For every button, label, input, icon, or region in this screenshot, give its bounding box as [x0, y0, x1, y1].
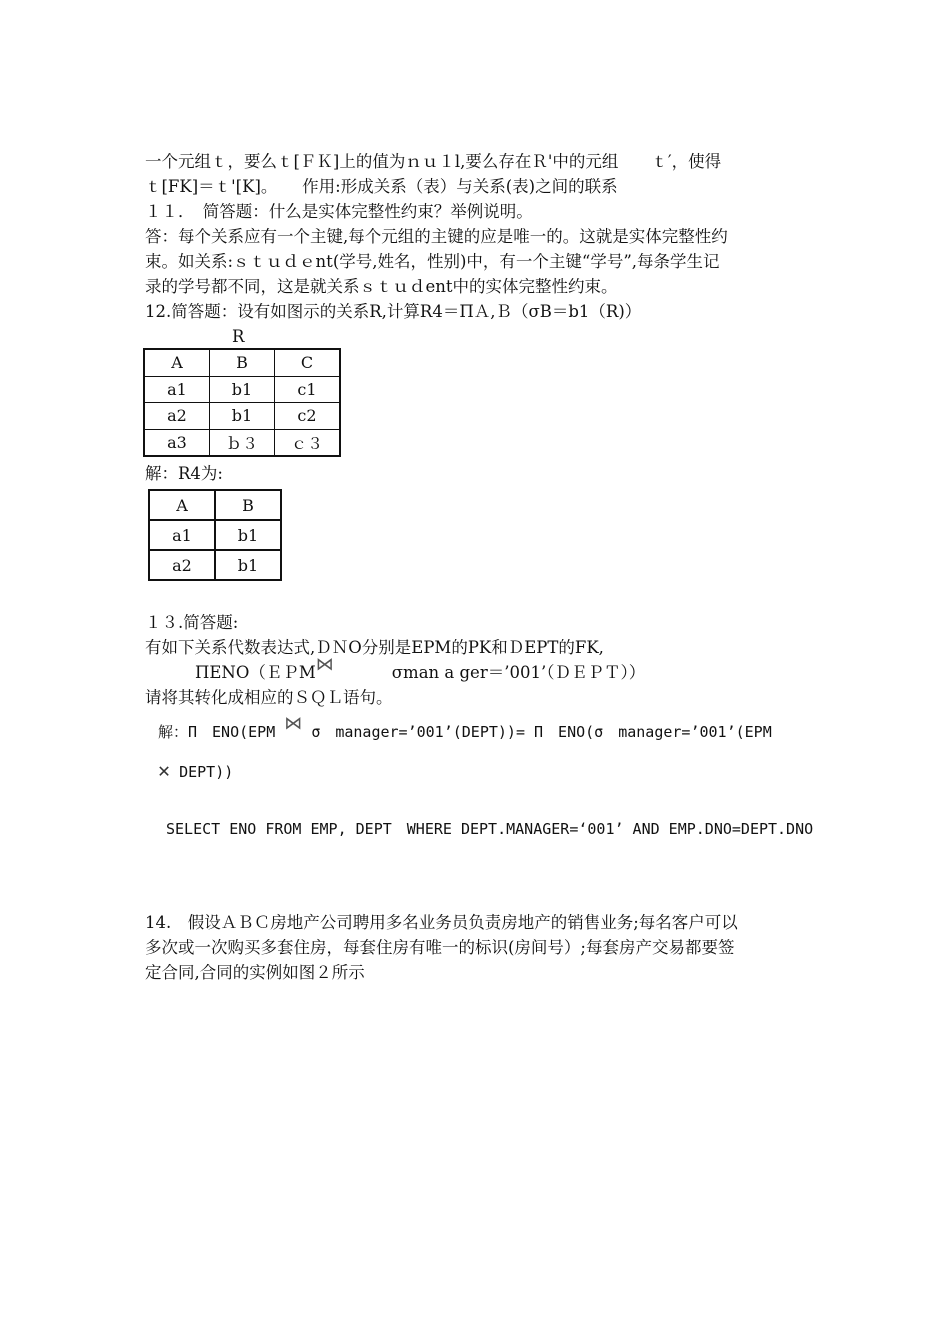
question-11: １１． 简答题：什么是实体完整性约束？举例说明。 [145, 202, 533, 221]
answer-line: 录的学号都不同，这是就关系ｓｔｕｄent中的实体完整性约束。 [145, 277, 618, 296]
table-header-cell: A [149, 490, 215, 520]
solution-text: 解：Π ENO(EPM [158, 723, 276, 741]
table-header-row [149, 490, 281, 520]
table-r-title: R [232, 327, 245, 346]
expression-line [195, 654, 646, 685]
table-cell: ｂ３ [210, 429, 275, 456]
table-cell: c1 [275, 376, 341, 403]
paragraph-line: 一个元组ｔ，要么ｔ[ＦＫ]上的值为ｎｕ１l,要么存在Ｒ'中的元组 ｔ′，使得 [145, 152, 722, 171]
table-row [149, 520, 281, 550]
natural-join-icon: ⋈ [284, 713, 303, 734]
relation-r-table [143, 348, 341, 457]
natural-join-icon: ⋈ [315, 654, 334, 675]
table-cell: a2 [149, 550, 215, 580]
solution-label: 解：R4为: [145, 464, 223, 483]
solution-line [158, 713, 772, 742]
table-cell: b1 [215, 550, 281, 580]
relation-r4-table [148, 489, 282, 581]
table-cell: ｃ３ [275, 429, 341, 456]
question-13: １３.简答题: [145, 613, 239, 632]
cross-product-icon: ✕ [158, 758, 171, 782]
table-row [144, 376, 340, 403]
table-cell: b1 [215, 520, 281, 550]
solution-line [158, 758, 233, 782]
table-header-row [144, 349, 340, 376]
paragraph-line: 请将其转化成相应的ＳＱＬ语句。 [145, 688, 393, 707]
table-header-cell: B [215, 490, 281, 520]
table-header-cell: B [210, 349, 275, 376]
question-14: 14. 假设ＡＢＣ房地产公司聘用多名业务员负责房地产的销售业务;每名客户可以 [145, 913, 738, 932]
expression-part: ΠENO（ＥＰM [195, 663, 316, 682]
table-row [149, 550, 281, 580]
table-cell: a1 [144, 376, 210, 403]
answer-line: 束。如关系:ｓｔｕｄｅnt(学号,姓名，性别)中，有一个主键“学号”,每条学生记 [145, 252, 720, 271]
table-cell: b1 [210, 376, 275, 403]
solution-text: σ manager=’001’(DEPT))= Π ENO(σ manager=’001’(EPM [311, 723, 772, 741]
expression-part: σman a ger＝’001’（ＤＥＰＴ）） [391, 663, 646, 682]
sql-statement: SELECT ENO FROM EMP, DEPT WHERE DEPT.MANAGER=‘001’ AND EMP.DNO=DEPT.DNO [166, 820, 814, 838]
table-header-cell: A [144, 349, 210, 376]
table-row [144, 429, 340, 456]
table-cell: b1 [210, 403, 275, 430]
table-row [144, 403, 340, 430]
paragraph-line: 多次或一次购买多套住房，每套住房有唯一的标识(房间号）;每套房产交易都要签 [145, 938, 735, 957]
table-cell: a2 [144, 403, 210, 430]
solution-text: DEPT)) [179, 763, 234, 781]
paragraph-line: ｔ[FK]＝ｔ'[K]。 作用:形成关系（表）与关系(表)之间的联系 [145, 177, 618, 196]
table-header-cell: C [275, 349, 341, 376]
answer-line: 答：每个关系应有一个主键,每个元组的主键的应是唯一的。这就是实体完整性约 [145, 227, 728, 246]
question-12: 12.简答题：设有如图示的关系R,计算R4＝ΠＡ,Ｂ（σB＝b1（R)） [145, 302, 642, 321]
table-cell: c2 [275, 403, 341, 430]
paragraph-line: 定合同,合同的实例如图２所示 [145, 963, 365, 982]
table-cell: a1 [149, 520, 215, 550]
paragraph-line: 有如下关系代数表达式,ＤＮO分别是EPM的PK和ＤEPT的FK, [145, 638, 604, 657]
table-cell: a3 [144, 429, 210, 456]
